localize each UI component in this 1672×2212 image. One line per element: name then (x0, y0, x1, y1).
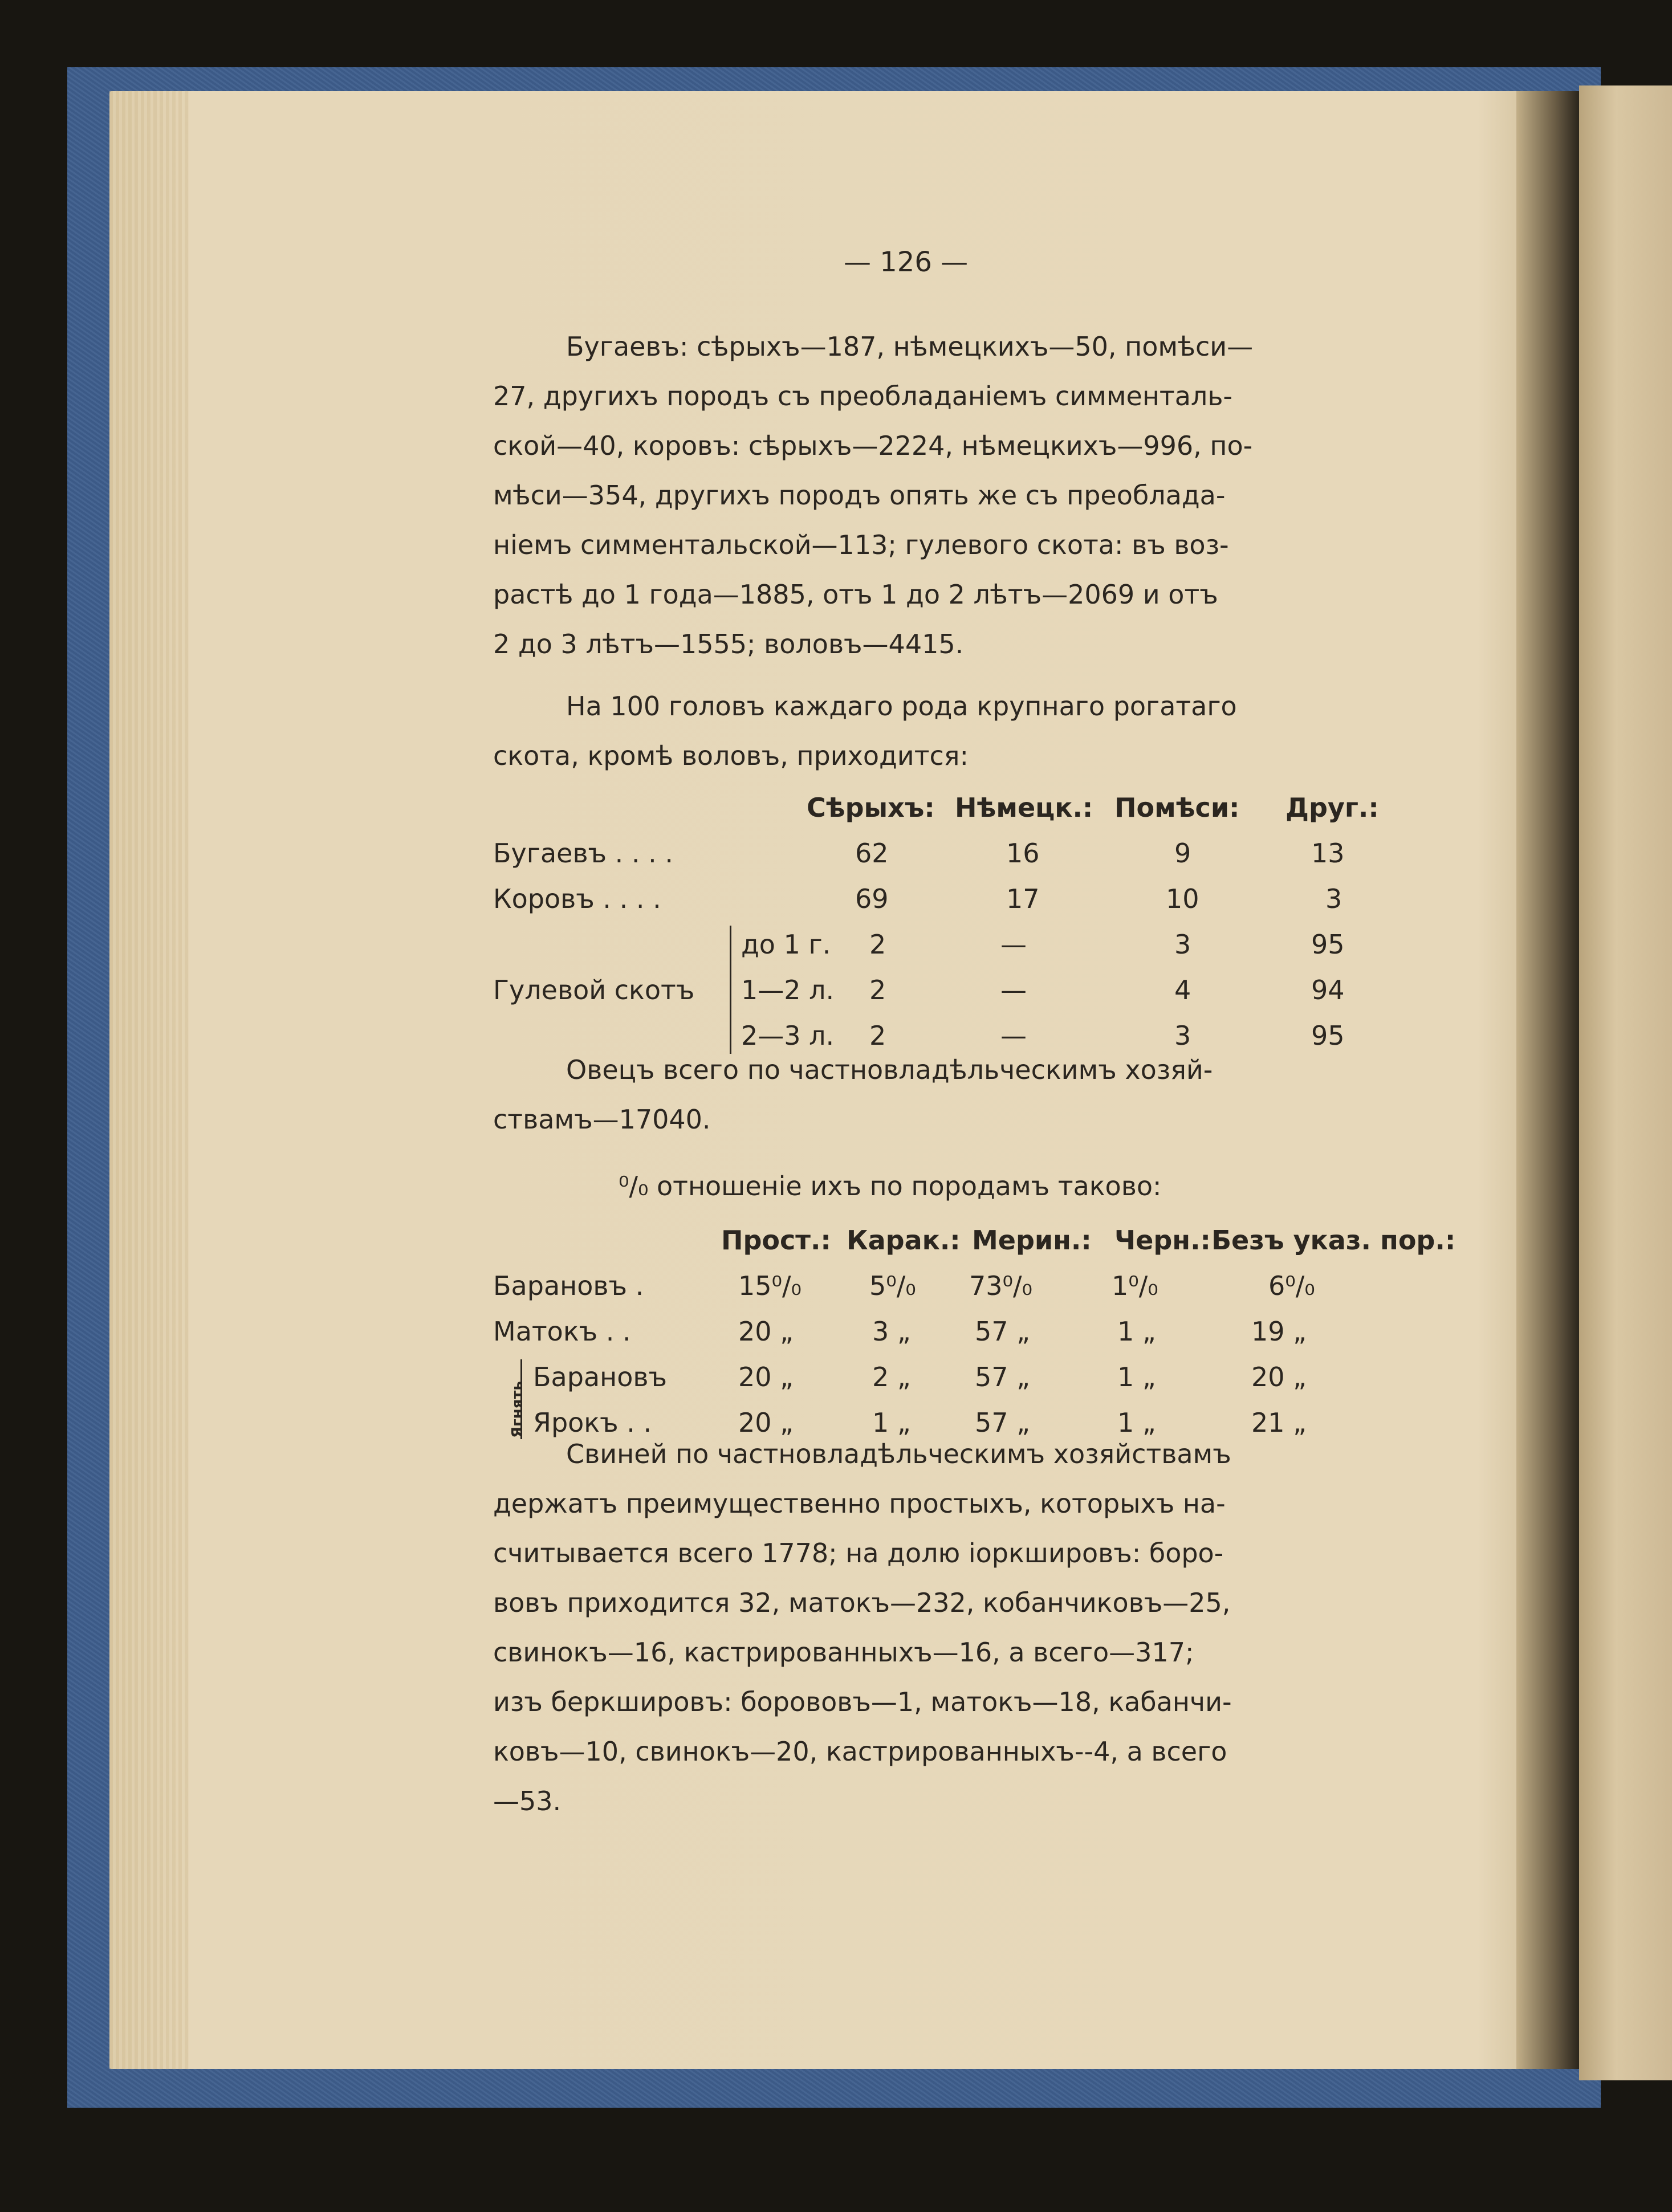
table-row (493, 1398, 1408, 1444)
row-sublabel: Барановъ (533, 1362, 667, 1392)
table-cell: 57 „ (975, 1316, 1030, 1347)
table-cell: 20 „ (738, 1362, 794, 1392)
row-label: Матокъ . . (493, 1316, 631, 1347)
text-line: Свиней по частновладѣльческимъ хозяйствамъ (566, 1439, 1231, 1469)
table-cell: 57 „ (975, 1362, 1030, 1392)
table-row (493, 1011, 1408, 1057)
group-label: Ягнять (509, 1381, 526, 1438)
table-cell: 6⁰/₀ (1268, 1270, 1315, 1301)
text-line: 27, другихъ породъ съ преобладаніемъ симменталь- (493, 381, 1233, 412)
text-line: На 100 головъ каждаго рода крупнаго рогатаго (566, 691, 1237, 722)
text-line: Бугаевъ: сѣрыхъ—187, нѣмецкихъ—50, помѣси— (566, 331, 1254, 362)
col-header: Черн.: (1114, 1225, 1211, 1256)
table-group (493, 920, 1408, 1057)
table-cell: 5⁰/₀ (869, 1270, 916, 1301)
table-cell: 2 „ (872, 1362, 911, 1392)
table-cell: 19 „ (1251, 1316, 1307, 1347)
table-cell: 62 (855, 838, 889, 869)
text-line: считывается всего 1778; на долю іоркшировъ: боро- (493, 1538, 1224, 1569)
text-line: ковъ—10, свинокъ—20, кастрированныхъ--4, а всего (493, 1736, 1227, 1767)
text-line: ніемъ симментальской—113; гулевого скота: въ воз- (493, 529, 1229, 560)
row-sublabel: 2—3 л. (741, 1020, 835, 1051)
table-cell: — (1000, 929, 1027, 960)
table-cell: — (1000, 1020, 1027, 1051)
table-cell: 3 (1174, 1020, 1191, 1051)
table-cell: 1 „ (1117, 1316, 1156, 1347)
row-sublabel: 1—2 л. (741, 975, 835, 1005)
col-header: Сѣрыхъ: (807, 792, 935, 823)
text-line: Овецъ всего по частновладѣльческимъ хозяй- (566, 1054, 1213, 1085)
col-header: Помѣси: (1114, 792, 1240, 823)
row-label: Барановъ . (493, 1270, 644, 1301)
col-header: Карак.: (847, 1225, 961, 1256)
row-label: Бугаевъ . . . . (493, 838, 674, 869)
book-gutter (1516, 91, 1579, 2069)
table-cell: — (1000, 975, 1027, 1005)
table-cell: 94 (1311, 975, 1345, 1005)
table-row (493, 1307, 1408, 1353)
col-header: Нѣмецк.: (955, 792, 1093, 823)
row-sublabel: Ярокъ . . (533, 1407, 652, 1438)
table-cell: 13 (1311, 838, 1345, 869)
sheep-table (493, 1216, 1456, 1441)
table-cell: 16 (1006, 838, 1040, 869)
text-line: —53. (493, 1786, 562, 1816)
paragraph-per-hundred (493, 682, 1408, 781)
page-edges (109, 91, 189, 2069)
table-cell: 1 „ (1117, 1362, 1156, 1392)
table-cell: 1 „ (872, 1407, 911, 1438)
table-cell: 95 (1311, 1020, 1345, 1051)
table-cell: 15⁰/₀ (738, 1270, 802, 1301)
table-cell: 3 (1174, 929, 1191, 960)
row-label: Коровъ . . . . (493, 883, 661, 914)
text-line: растѣ до 1 года—1885, отъ 1 до 2 лѣтъ—2069 и отъ (493, 579, 1218, 610)
table-row (493, 920, 1408, 966)
table-header (493, 1216, 1456, 1261)
table-row (493, 966, 1408, 1011)
table-cell: 4 (1174, 975, 1191, 1005)
table-cell: 10 (1166, 883, 1199, 914)
table-cell: 1 „ (1117, 1407, 1156, 1438)
page-number: — 126 — (844, 246, 969, 278)
table-group (493, 1353, 1408, 1444)
paragraph-bulls (493, 322, 1408, 669)
group-label: Гулевой скотъ (493, 975, 695, 1005)
col-header: Прост.: (721, 1225, 831, 1256)
table-cell: 9 (1174, 838, 1191, 869)
table-cell: 2 (869, 1020, 886, 1051)
table-cell: 1⁰/₀ (1112, 1270, 1158, 1301)
table-cell: 20 „ (1251, 1362, 1307, 1392)
text-line: мѣси—354, другихъ породъ опять же съ преоблада- (493, 480, 1226, 511)
text-line: скота, кромѣ воловъ, приходится: (493, 740, 969, 771)
text-line: 2 до 3 лѣтъ—1555; воловъ—4415. (493, 629, 964, 659)
table-cell: 73⁰/₀ (969, 1270, 1032, 1301)
paragraph-percent: ⁰/₀ отношеніе ихъ по породамъ таково: (619, 1171, 1162, 1201)
table-row (493, 829, 1408, 874)
text-line: ствамъ—17040. (493, 1104, 711, 1135)
row-sublabel: до 1 г. (741, 929, 831, 960)
col-header: Мерин.: (972, 1225, 1092, 1256)
table-cell: 3 (1325, 883, 1343, 914)
table-cell: 3 „ (872, 1316, 911, 1347)
text-line: держатъ преимущественно простыхъ, которыхъ на- (493, 1488, 1226, 1519)
text-line: ской—40, коровъ: сѣрыхъ—2224, нѣмецкихъ—996, по- (493, 430, 1253, 461)
table-row (493, 1353, 1408, 1398)
text-line: вовъ приходится 32, матокъ—232, кобанчиковъ—25, (493, 1587, 1231, 1618)
text-line: свинокъ—16, кастрированныхъ—16, а всего—317; (493, 1637, 1194, 1668)
table-cell: 21 „ (1251, 1407, 1307, 1438)
table-cell: 57 „ (975, 1407, 1030, 1438)
table-cell: 2 (869, 975, 886, 1005)
col-header: Безъ указ. пор.: (1211, 1225, 1456, 1256)
table-cell: 17 (1006, 883, 1040, 914)
table-cell: 95 (1311, 929, 1345, 960)
table-cell: 69 (855, 883, 889, 914)
table-row (493, 874, 1408, 920)
cattle-table (493, 783, 1408, 1051)
table-cell: 20 „ (738, 1316, 794, 1347)
next-page-edge (1579, 85, 1672, 2080)
paragraph-sheep (493, 1045, 1408, 1144)
table-cell: 20 „ (738, 1407, 794, 1438)
paragraph-pigs (493, 1429, 1408, 1826)
table-cell: 2 (869, 929, 886, 960)
table-header (493, 783, 1408, 829)
col-header: Друг.: (1285, 792, 1379, 823)
table-row (493, 1261, 1408, 1307)
page-text (493, 322, 1456, 1826)
text-line: изъ беркшировъ: борововъ—1, матокъ—18, кабанчи- (493, 1687, 1232, 1717)
